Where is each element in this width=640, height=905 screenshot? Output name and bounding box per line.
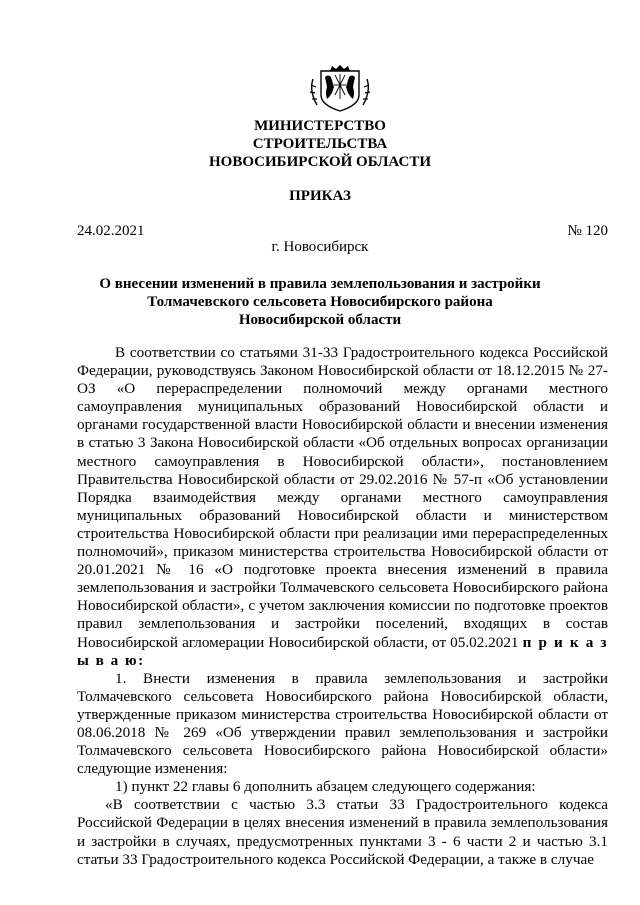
subject-line-2: Толмачевского сельсовета Новосибирского района xyxy=(147,294,493,310)
order-word: п р и к а з ы в а ю: xyxy=(77,633,608,669)
order-date: 24.02.2021 xyxy=(77,223,145,239)
order-number: № 120 xyxy=(567,223,608,239)
item-1-1-paragraph: 1) пункт 22 главы 6 дополнить абзацем следующего содержания: xyxy=(115,778,536,796)
ministry-line-1: МИНИСТЕРСТВО xyxy=(254,118,386,134)
subject-line-1: О внесении изменений в правила землепользования и застройки xyxy=(99,276,541,292)
order-city: г. Новосибирск xyxy=(271,239,369,255)
order-body xyxy=(77,344,608,869)
preamble-text: В соответствии со статьями 31-33 Градостроительного кодекса Российской Федерации, руководствуясь Законом Новосибирской области от 18.12.2015 № 27-ОЗ «О перераспределении полномочий между органами местного самоуправления муниципальных образований Новосибирской области и органами государственной власти Новосибирской области и внесении изменения в статью 3 Закона Новосибирской области «Об отдельных вопросах организации местного самоуправления в Новосибирской области», постановлением Правительства Новосибирской области от 29.02.2016 № 57-п «Об установлении Порядка взаимодействия между органами местного самоуправления муниципальных образований Новосибирской области и министерством строительства Новосибирской области при реализации ими перераспределенных полномочий», приказом министерства строительства Новосибирской области от 20.01.2021 № 16 «О подготовке проекта внесения изменений в правила землепользования и застройки Толмачевского сельсовета Новосибирского района Новосибирской области», с учетом заключения комиссии по подготовке проектов правил землепользования и застройки поселений, входящих в состав Новосибирской агломерации Новосибирской области, от 05.02.2021 xyxy=(77,344,608,651)
preamble-paragraph xyxy=(77,344,608,670)
order-subject xyxy=(0,275,640,329)
ministry-line-2: СТРОИТЕЛЬСТВА xyxy=(252,136,388,152)
item-1-paragraph: 1. Внести изменения в правила землепользования и застройки Толмачевского сельсовета Новосибирского района Новосибирской области, утвержденные приказом министерства строительства Новосибирской области от 08.06.2018 № 269 «Об утверждении правил землепользования и застройки Толмачевского сельсовета Новосибирского района Новосибирской области» следующие изменения: xyxy=(77,669,608,778)
ministry-line-3: НОВОСИБИРСКОЙ ОБЛАСТИ xyxy=(208,154,432,170)
subject-line-3: Новосибирской области xyxy=(238,312,402,328)
order-title: ПРИКАЗ xyxy=(289,188,351,204)
ministry-name xyxy=(0,117,640,171)
quote-paragraph: «В соответствии с частью 3.3 статьи 33 Градостроительного кодекса Российской Федерации в целях внесения изменений в правила землепользования и застройки в случаях, предусмотренных пунктами 3 - 6 части 2 и частью 3.1 статьи 33 Градостроительного кодекса Российской Федерации, а также в случае xyxy=(77,796,608,868)
coat-of-arms-icon xyxy=(303,65,377,113)
